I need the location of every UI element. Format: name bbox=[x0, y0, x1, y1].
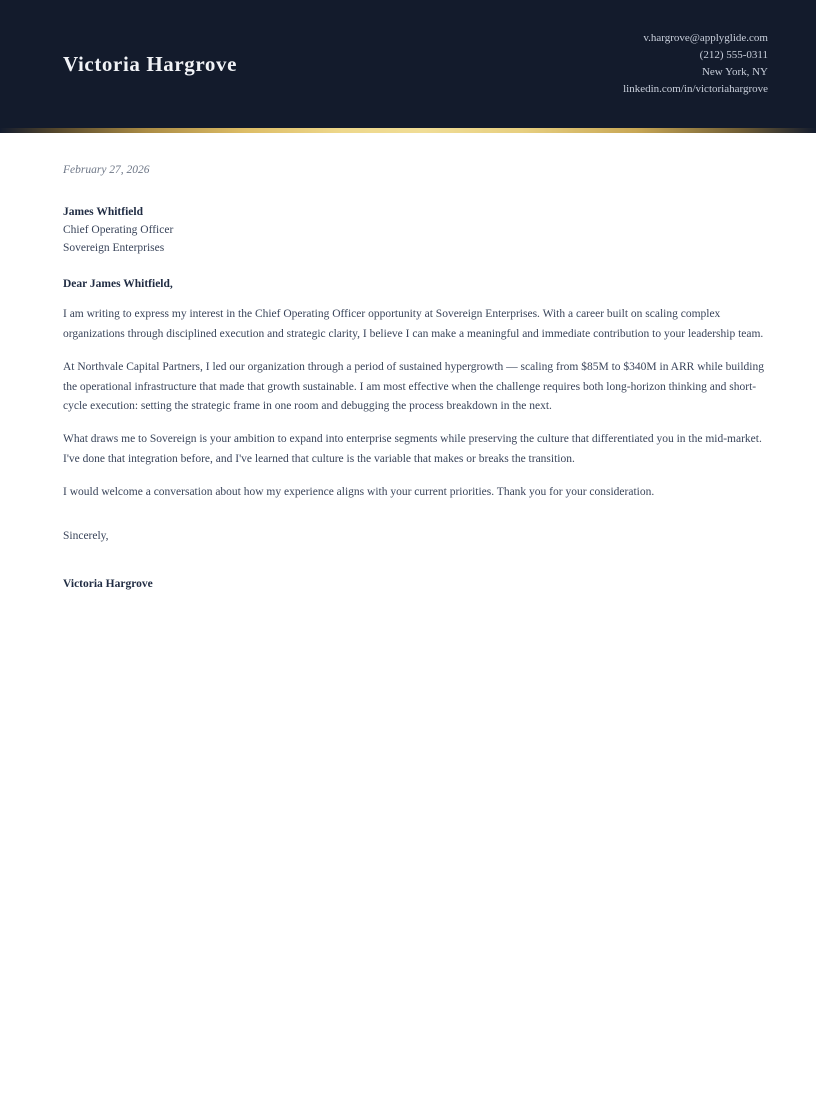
closing: Sincerely, bbox=[63, 529, 109, 542]
salutation: Dear James Whitfield, bbox=[63, 278, 173, 290]
paragraph-motivation: What draws me to Sovereign is your ambition to expand into enterprise segments while preserving the culture that differentiated you in the mid-market. I've done that integration before, and I've learned that culture is the variable that makes or breaks the transition. bbox=[63, 433, 762, 465]
recipient-title: Chief Operating Officer bbox=[63, 224, 174, 236]
recipient-block bbox=[63, 203, 768, 257]
contact-phone: (212) 555-0311 bbox=[699, 49, 768, 61]
paragraph-callto-action: I would welcome a conversation about how my experience aligns with your current priorities. Thank you for your consideration. bbox=[63, 486, 655, 499]
letter-header bbox=[0, 0, 816, 128]
paragraph-intro: I am writing to express my interest in the Chief Operating Officer opportunity at Sovereign Enterprises. With a career built on scaling complex organizations through disciplined execution and strategic clarity, I believe I can make a meaningful and immediate contribution to your leadership team. bbox=[63, 308, 764, 340]
contact-linkedin: linkedin.com/in/victoriahargrove bbox=[623, 83, 768, 95]
letter-body bbox=[0, 133, 816, 594]
sender-name: Victoria Hargrove bbox=[63, 51, 238, 76]
paragraph-experience: At Northvale Capital Partners, I led our organization through a period of sustained hypergrowth — scaling from $85M to $340M in ARR while building the operational infrastructure that made that growth sustainable. I am most effective when the challenge requires both long-horizon thinking and short-cycle execution: setting the strategic frame in one room and debugging the process breakdown in the next. bbox=[63, 361, 764, 413]
recipient-company: Sovereign Enterprises bbox=[63, 242, 165, 254]
signature-name: Victoria Hargrove bbox=[63, 578, 153, 591]
contact-block bbox=[623, 30, 768, 98]
contact-location: New York, NY bbox=[701, 66, 768, 78]
recipient-name: James Whitfield bbox=[63, 206, 143, 218]
contact-email: v.hargrove@applyglide.com bbox=[643, 32, 768, 44]
letter-date: February 27, 2026 bbox=[63, 164, 150, 176]
